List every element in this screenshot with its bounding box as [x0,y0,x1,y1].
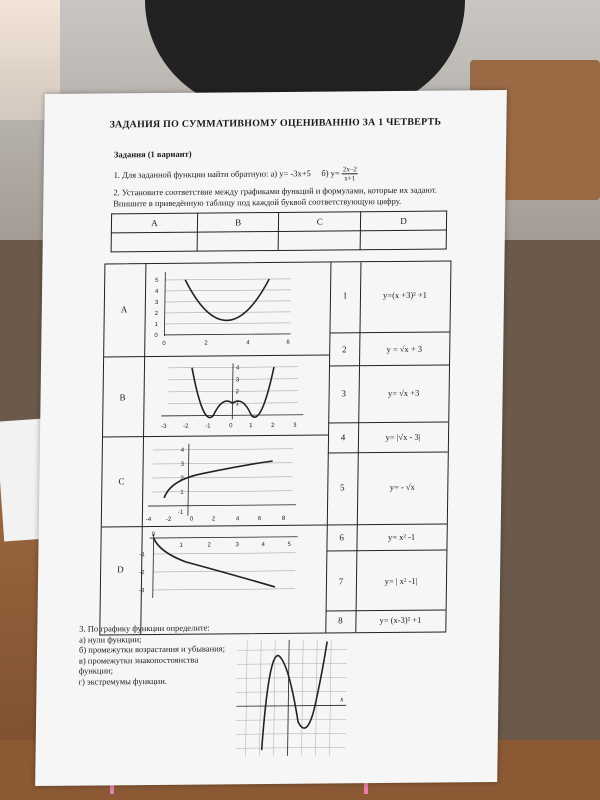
graph-letter-d: D [117,564,124,575]
graph-a-x-0: 0 [162,340,166,347]
graph-b-x-m2: -2 [183,423,189,430]
graph-b-y-4: 4 [235,365,240,372]
table-line [327,523,447,525]
answer-header-b: B [197,212,279,232]
graph-c-y-4: 4 [180,447,185,454]
graph-b-x-0: 0 [229,423,233,430]
answer-cell-b[interactable] [197,231,279,251]
graph-c-y-1: 1 [180,489,184,496]
formula-num-8: 8 [338,615,343,626]
task-1: 1. Для заданной функции найти обратную: а) y= -3x+5 б) y= $\frac{2x-2}{x+1}$ [113,165,357,183]
task-3 [79,622,235,686]
variant-label: Задания (1 вариант) [113,148,192,160]
formula-num-5: 5 [339,482,345,493]
graph-d-y-m1: -1 [139,552,145,559]
graph-letter-c: C [118,476,125,487]
graph-b [147,361,324,435]
graph-a-y-4: 4 [154,289,159,296]
graph-c-x-0: 0 [189,516,194,523]
worksheet-title: ЗАДАНИЯ ПО СУММАТИВНОМУ ОЦЕНИВАННЮ ЗА 1 ЧЕТВЕРТЬ [109,116,442,131]
table-line [103,435,328,438]
graph-a-y-1: 1 [154,322,158,329]
graphs-table [99,260,451,635]
graph-b-y-1: 1 [235,401,239,408]
graph-b-x-m1: -1 [205,423,211,430]
answer-table [111,210,448,252]
formula-num-3: 3 [341,388,346,399]
graph-a-y-3: 3 [154,300,159,307]
answer-cell-c[interactable] [279,231,361,251]
formula-5: y= - √x [389,481,415,492]
graph-b-x-1: 1 [249,423,253,430]
answer-header-d: D [360,211,446,231]
graph-c [142,441,323,525]
task-2-line2: Впишите в приведённую таблицу под каждой буквой соответствующую цифру. [113,195,402,209]
graph-d-x-0: 0 [151,531,156,539]
graph-d-x-2: 2 [207,542,211,549]
graph-c-x-8: 8 [281,515,286,522]
graph-c-x-m4: -4 [145,517,152,524]
answer-cell-d[interactable] [360,230,446,250]
formula-num-4: 4 [340,432,346,443]
graph-a [150,269,323,352]
graph-c-y-2: 2 [180,475,184,482]
table-line [328,421,448,423]
graph-c-x-m2: -2 [165,516,172,523]
graph-c-x-4: 4 [235,516,240,523]
formula-1: y=(x +3)² +1 [383,289,427,301]
table-line [326,549,446,551]
table-line [328,451,448,453]
graph-a-y-0: 0 [154,333,158,340]
graph-c-x-2: 2 [211,516,216,523]
task-3-heading: 3. По графику функции определите: [79,622,210,634]
graph-b-y-2: 2 [235,389,240,396]
formula-num-6: 6 [339,532,344,543]
task-3-item-d: г) экстремумы функции. [78,675,168,687]
graph-c-y-m1: -1 [177,509,184,516]
formula-num-7: 7 [338,576,344,587]
task-3-item-b: б) промежутки возрастания и убывания; [78,643,226,655]
graph-c-x-6: 6 [257,516,262,523]
graph-d-x-4: 4 [261,542,265,549]
graph-a-x-6: 6 [286,339,290,346]
task1-fraction: $\frac{2x-2}{x+1}$ [342,165,357,183]
table-line [326,609,446,611]
graph-b-y-3: 3 [235,377,240,384]
task-3-axis-label: x [340,695,344,704]
table-line [102,524,327,527]
graph-d-x-1: 1 [179,542,183,549]
answer-cell-a[interactable] [111,232,197,252]
formula-3: y= √x +3 [387,387,420,398]
graph-a-y-2: 2 [154,311,159,318]
table-line [329,364,449,366]
graph-d-y-m2: -2 [139,570,145,577]
graph-d [138,531,322,605]
answer-header-c: C [279,212,361,232]
formula-num-1: 1 [342,290,348,301]
graph-a-x-2: 2 [204,340,208,347]
graph-d-y-m3: -3 [138,588,145,595]
formula-6: y= x² -1 [387,531,416,542]
table-line [104,355,329,358]
table-line [329,331,449,333]
graph-letter-a: A [120,304,128,315]
formula-8: y= (x-3)² +1 [379,614,422,626]
worksheet-paper [35,90,507,786]
formula-num-2: 2 [341,344,347,355]
task-3-item-a: а) нули функции; [79,633,142,645]
task-2-line1: 2. Установите соответствие между графиками функций и формулами, которые их задают. [113,184,438,198]
task-3-item-c: в) промежутки знакопостоянства функции; [78,654,199,676]
answer-header-a: A [111,213,197,233]
graph-b-x-3: 3 [293,422,297,429]
graph-d-x-3: 3 [235,542,239,549]
graph-b-x-m3: -3 [161,423,167,430]
task-3-graph [236,639,350,758]
graph-letter-b: B [119,392,126,403]
graph-b-x-2: 2 [271,422,275,430]
formula-4: y= |√x - 3| [385,431,421,442]
graph-c-y-3: 3 [180,461,185,468]
graph-d-x-5: 5 [287,541,291,548]
graph-a-x-4: 4 [246,340,250,347]
formula-2: y = √x + 3 [386,343,423,355]
graph-a-y-5: 5 [155,278,159,285]
formula-7: y= | x² -1| [384,575,418,586]
